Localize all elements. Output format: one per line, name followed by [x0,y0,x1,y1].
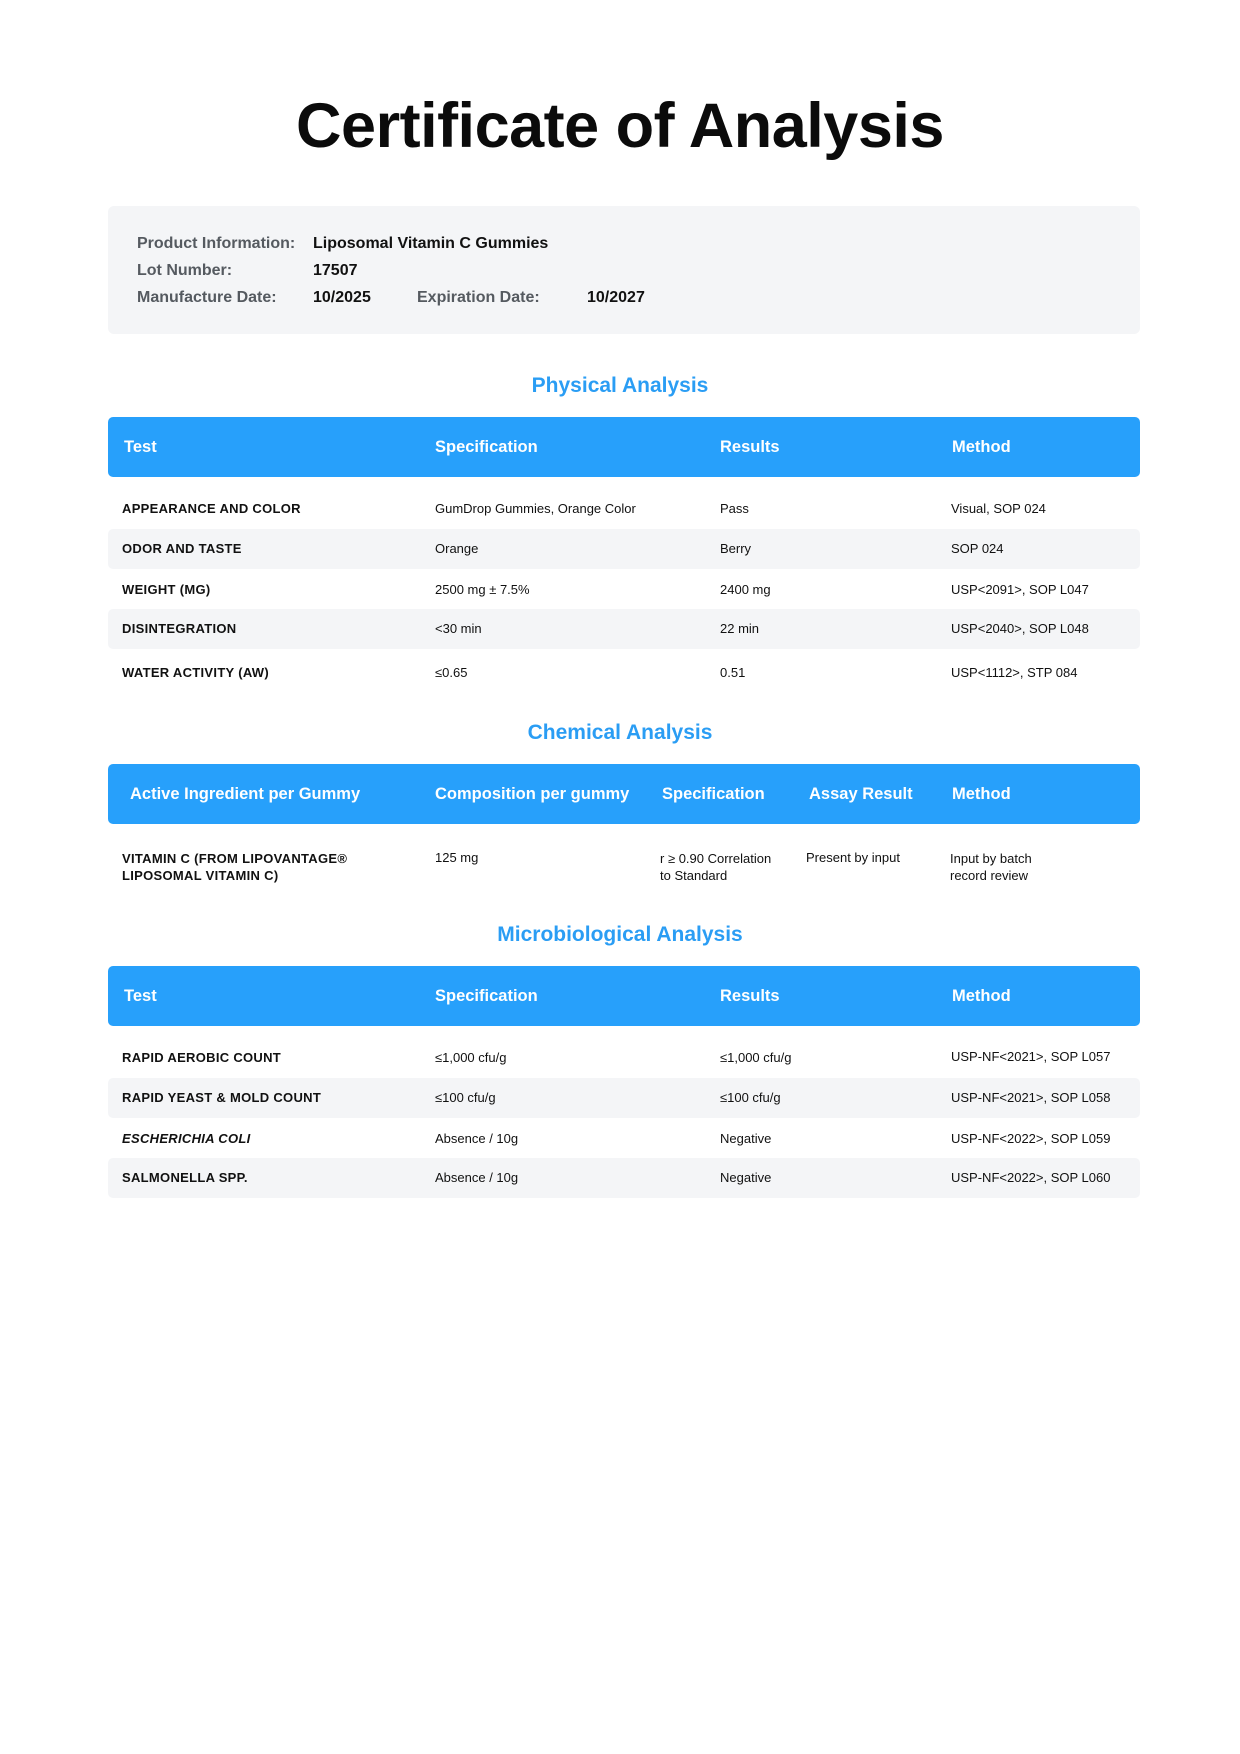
method: USP-NF<2021>, SOP L058 [951,1090,1111,1105]
test-name: ODOR AND TASTE [122,541,242,556]
table-row [108,1038,1140,1078]
table-row [108,836,1140,904]
method [950,850,1100,884]
specification: ≤100 cfu/g [435,1090,496,1105]
column-header-method: Method [952,987,1011,1005]
result: 22 min [720,621,760,636]
ingredient-line-1: VITAMIN C (FROM LIPOVANTAGE® [122,851,348,866]
table-row [108,1118,1140,1158]
test-name: WEIGHT (MG) [122,582,211,597]
column-header-specification: Specification [662,785,765,803]
physical-analysis-title: Physical Analysis [531,374,709,397]
manufacture-date-label: Manufacture Date: [137,289,277,306]
test-name: WATER ACTIVITY (AW) [122,665,270,680]
page-title: Certificate of Analysis [296,91,944,161]
column-header-active-ingredient: Active Ingredient per Gummy [130,785,361,803]
test-name: DISINTEGRATION [122,621,237,636]
column-header-assay-result: Assay Result [809,785,913,803]
method: USP<2091>, SOP L047 [951,582,1089,597]
composition: 125 mg [435,850,479,865]
micro-table-header [108,966,1140,1026]
method: USP<2040>, SOP L048 [951,621,1089,636]
column-header-test: Test [124,987,157,1005]
specification-line-1: r ≥ 0.90 Correlation [660,851,772,866]
test-name: ESCHERICHIA COLI [122,1131,251,1146]
method: USP<1112>, STP 084 [951,665,1078,680]
result: Berry [720,541,752,556]
test-name: RAPID AEROBIC COUNT [122,1050,282,1065]
method-line-2: record review [950,868,1029,883]
chemical-table-body [108,836,1140,904]
result: Negative [720,1170,772,1185]
microbiological-analysis-table [108,966,1140,1198]
lot-value: 17507 [313,262,358,279]
ingredient-name [122,850,382,884]
method: USP-NF<2021>, SOP L057 [951,1049,1111,1064]
column-header-method: Method [952,438,1011,456]
table-row [108,569,1140,609]
specification: GumDrop Gummies, Orange Color [435,501,636,516]
specification [660,850,800,884]
method: SOP 024 [951,541,1004,556]
table-row [108,1158,1140,1198]
expiration-date-label: Expiration Date: [417,289,540,306]
chemical-analysis-title: Chemical Analysis [527,721,713,744]
test-name: RAPID YEAST & MOLD COUNT [122,1090,322,1105]
lot-label: Lot Number: [137,262,233,279]
microbiological-analysis-title: Microbiological Analysis [497,923,743,946]
result: Negative [720,1131,772,1146]
column-header-method: Method [952,785,1011,803]
chemical-analysis-table [108,764,1140,904]
column-header-results: Results [720,438,780,456]
result: Pass [720,501,749,516]
manufacture-date-value: 10/2025 [313,289,371,306]
result: ≤100 cfu/g [720,1090,781,1105]
table-row [108,1078,1140,1118]
micro-table-body [108,1038,1140,1198]
column-header-test: Test [124,438,157,456]
physical-table-body [108,489,1140,693]
column-header-specification: Specification [435,987,538,1005]
table-row [108,649,1140,693]
method: USP-NF<2022>, SOP L060 [951,1170,1111,1185]
result: ≤1,000 cfu/g [720,1050,792,1065]
table-row [108,489,1140,529]
specification: Orange [435,541,479,556]
assay-result: Present by input [806,850,900,865]
column-header-composition: Composition per gummy [435,785,630,803]
specification: ≤1,000 cfu/g [435,1050,507,1065]
chemical-table-header [108,764,1140,824]
method: USP-NF<2022>, SOP L059 [951,1131,1111,1146]
result: 2400 mg [720,582,771,597]
test-name: SALMONELLA SPP. [122,1170,248,1185]
expiration-date-value: 10/2027 [587,289,645,306]
product-info-box [108,206,1140,334]
specification: <30 min [435,621,482,636]
ingredient-line-2: LIPOSOMAL VITAMIN C) [122,868,279,883]
physical-analysis-table [108,417,1140,693]
specification: Absence / 10g [435,1131,519,1146]
table-row [108,609,1140,649]
physical-table-header [108,417,1140,477]
specification: 2500 mg ± 7.5% [435,582,530,597]
test-name: APPEARANCE AND COLOR [122,501,301,516]
result: 0.51 [720,665,746,680]
method-line-1: Input by batch [950,851,1032,866]
product-label: Product Information: [137,235,296,252]
specification: Absence / 10g [435,1170,519,1185]
method: Visual, SOP 024 [951,501,1046,516]
column-header-results: Results [720,987,780,1005]
specification: ≤0.65 [435,665,468,680]
table-row [108,529,1140,569]
column-header-specification: Specification [435,438,538,456]
specification-line-2: to Standard [660,868,728,883]
product-value: Liposomal Vitamin C Gummies [313,235,549,252]
